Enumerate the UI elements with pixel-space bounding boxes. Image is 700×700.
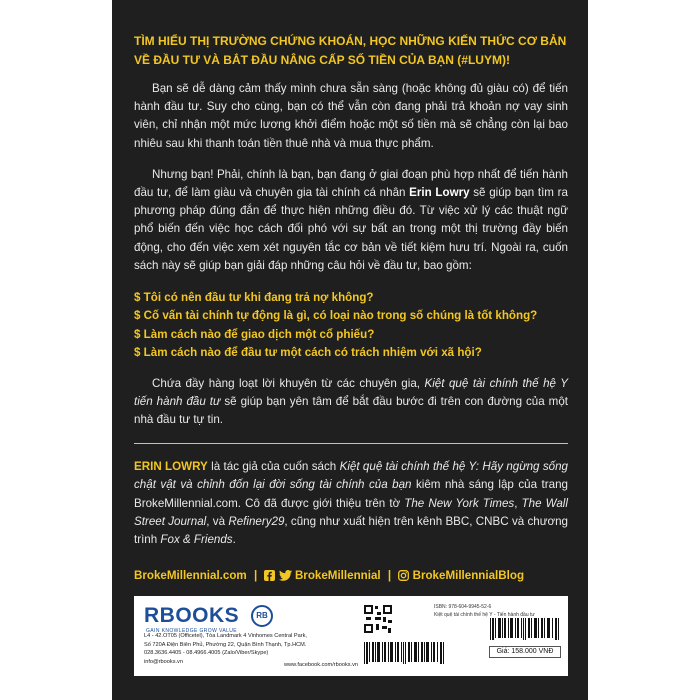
publisher-logo (144, 604, 269, 632)
book-title-italic: Kiệt quệ tài chính thế hệ Y tiến hành đầu tư (134, 376, 568, 408)
twitter-icon (279, 569, 292, 587)
list-item: $ Tôi có nên đầu tư khi đang trả nợ không? (134, 291, 374, 305)
separator: | (387, 569, 392, 583)
isbn-barcode (362, 642, 448, 668)
bio-text: , cũng như xuất hiện trên kênh BBC, CNBC và chương trình (134, 514, 568, 547)
publisher-panel (134, 596, 568, 676)
social-links (134, 567, 568, 587)
bio-text: . Cô đã được giới thiệu trên tờ (237, 496, 405, 510)
question-list (134, 289, 568, 363)
body-text-1: Nhưng bạn! Phải, chính là bạn, bạn đang ở giai đoạn phù hợp nhất để tiến hành đầu tư, để làm giàu và chuyên gia tài chính cá nhân (134, 167, 568, 200)
instagram-handle[interactable]: BrokeMillennialBlog (412, 569, 525, 583)
instagram-icon (398, 569, 409, 587)
list-item: $ Làm cách nào để đầu tư một cách có trách nhiệm với xã hội? (134, 346, 482, 360)
author-bio (134, 458, 568, 549)
list-item: $ Làm cách nào để giao dịch một cổ phiếu? (134, 327, 375, 341)
publisher-tagline: GAIN KNOWLEDGE GROW VALUE (146, 628, 238, 634)
address-line: L4 - 42.OT05 (Officetel), Tòa Landmark 4 Vinhomes Central Park, (144, 633, 307, 639)
twitter-handle[interactable]: BrokeMillennial (294, 569, 381, 583)
headline: TÌM HIỂU THỊ TRƯỜNG CHỨNG KHOÁN, HỌC NHỮNG KIẾN THỨC CƠ BẢN VỀ ĐẦU TƯ VÀ BẮT ĐẦU NÂNG CẤP SỐ TIỀN CỦA BẠN (#LUYM)! (134, 34, 567, 67)
address-line: Số 720A Điện Biên Phủ, Phường 22, Quận Bình Thạnh, Tp.HCM. (144, 641, 307, 648)
intro-paragraph: Bạn sẽ dễ dàng cảm thấy mình chưa sẵn sàng (hoặc không đủ giàu có) để tiến hành đầu tư. Suy cho cùng, bạn có thể vẫn còn đang phải trả khoản nợ vay sinh viên, chỉ nhận một mức lương khởi điểm hoặc một số tiền mà sẽ chẳng còn lại bao nhiêu sau khi thanh toán tiền thuê nhà và mua thực phẩm. (134, 82, 568, 150)
publisher-badge: RB (251, 605, 273, 627)
bio-website: BrokeMillennial.com (134, 496, 238, 510)
bio-publication: Fox & Friends (160, 533, 233, 547)
phone-line: 028.3636.4405 - 08.4966.4005 (Zalo/Viber/Skype) (144, 650, 269, 657)
closing-text-1: Chứa đầy hàng loạt lời khuyên từ các chuyên gia, (152, 376, 425, 390)
email-line: info@rbooks.vn (144, 658, 183, 665)
price-barcode (489, 618, 561, 644)
divider (134, 443, 568, 444)
qr-code (363, 604, 393, 634)
bio-text: , (514, 496, 522, 510)
author-name: Erin Lowry (409, 186, 470, 200)
book-back-cover (112, 0, 588, 700)
bio-publication: The New York Times (404, 496, 515, 510)
list-item: $ Cố vấn tài chính tự động là gì, có loại nào trong số chúng là tốt không? (134, 309, 538, 323)
website-link[interactable]: BrokeMillennial.com (134, 569, 247, 583)
bio-text: là tác giả của cuốn sách (207, 460, 340, 474)
cover-content (134, 32, 568, 587)
bio-author-name: ERIN LOWRY (134, 460, 208, 474)
separator: | (253, 569, 258, 583)
facebook-icon (264, 569, 275, 587)
bio-book-title: Kiệt quệ tài chính thế hệ Y: Hãy ngừng sống chật vật và chỉnh đốn lại đời sống tài chính của bạn (134, 460, 568, 492)
isbn-label: ISBN: 978-604-9945-52-6 (434, 604, 492, 610)
facebook-url: www.facebook.com/rbooks.vn (284, 662, 358, 668)
body-text-2: sẽ giúp bạn tìm ra phương pháp đúng đắn để thực hiện những điều đó. Từ việc xử lý các thuật ngữ phổ biến đến việc học cách đối phó với sự bất an trong một thị trường đầy biến động, cho đến việc xem xét nguyên tắc cơ bản về tiết kiệm hưu trí. Ngoài ra, cuốn sách này sẽ giúp bạn giải đáp những câu hỏi về đầu tư, bao gồm: (134, 186, 568, 272)
publisher-brand: RBOOKS (144, 604, 240, 627)
closing-paragraph (134, 375, 568, 430)
barcode-book-title: Kiệt quệ tài chính thế hệ Y - Tiến hành đầu tư (434, 612, 535, 618)
price-label: Giá: 158.000 VNĐ (489, 646, 561, 658)
bio-publication: Refinery29 (228, 514, 285, 528)
bio-text: kiêm nhà sáng lập của trang (411, 478, 568, 492)
bio-text: . (232, 533, 236, 547)
bio-text: , và (206, 514, 229, 528)
body-paragraph (134, 166, 568, 275)
closing-text-2: sẽ giúp bạn yên tâm để bắt đầu bước đi trên con đường của một nhà đầu tư tự tin. (134, 394, 569, 427)
bio-publication: The Wall Street Journal (134, 496, 568, 528)
